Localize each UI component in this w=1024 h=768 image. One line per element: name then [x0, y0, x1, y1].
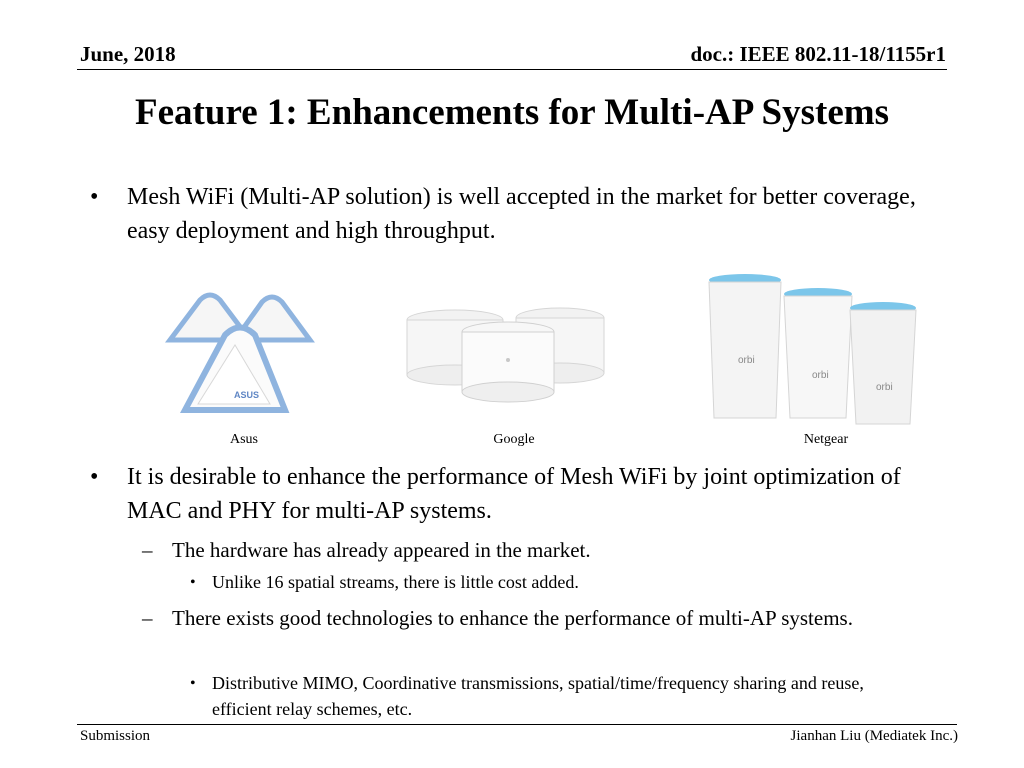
subbullet-good-technologies: There exists good technologies to enhance the performance of multi-AP systems. [172, 606, 853, 630]
bullet-enhance-performance: It is desirable to enhance the performance of Mesh WiFi by joint optimization of MAC and PHY for multi-AP systems. [127, 464, 901, 524]
footer-divider [77, 724, 957, 725]
orbi-logo-left: orbi [738, 355, 755, 366]
footer-author: Jianhan Liu (Mediatek Inc.) [790, 728, 958, 744]
caption-netgear: Netgear [803, 432, 849, 447]
header-date: June, 2018 [80, 42, 176, 66]
bullet-marker: • [190, 574, 196, 591]
google-wifi-image [400, 300, 610, 410]
subsubbullet-technologies-list: Distributive MIMO, Coordinative transmissions, spatial/time/frequency sharing and reuse, efficient relay schemes, etc. [212, 673, 864, 719]
footer-submission: Submission [80, 728, 151, 744]
asus-logo-text: ASUS [234, 390, 260, 400]
bullet-marker: • [190, 675, 196, 692]
subsubbullet-little-cost: Unlike 16 spatial streams, there is little cost added. [212, 572, 579, 592]
dash-marker: – [142, 606, 153, 630]
netgear-orbi-image [700, 268, 930, 428]
caption-google: Google [493, 432, 535, 447]
header-divider [77, 69, 947, 70]
asus-router-image [150, 280, 340, 420]
header-doc-id: doc.: IEEE 802.11-18/1155r1 [690, 42, 946, 66]
slide-title: Feature 1: Enhancements for Multi-AP Systems [135, 92, 889, 133]
bullet-marker: • [90, 464, 99, 490]
dash-marker: – [142, 538, 153, 562]
bullet-marker: • [90, 184, 99, 210]
bullet-mesh-wifi: Mesh WiFi (Multi-AP solution) is well accepted in the market for better coverage, easy deployment and high throughput. [127, 184, 916, 244]
caption-asus: Asus [229, 432, 258, 447]
subbullet-hardware-appeared: The hardware has already appeared in the market. [172, 538, 591, 562]
orbi-logo-middle: orbi [812, 370, 829, 381]
orbi-logo-right: orbi [876, 382, 893, 393]
